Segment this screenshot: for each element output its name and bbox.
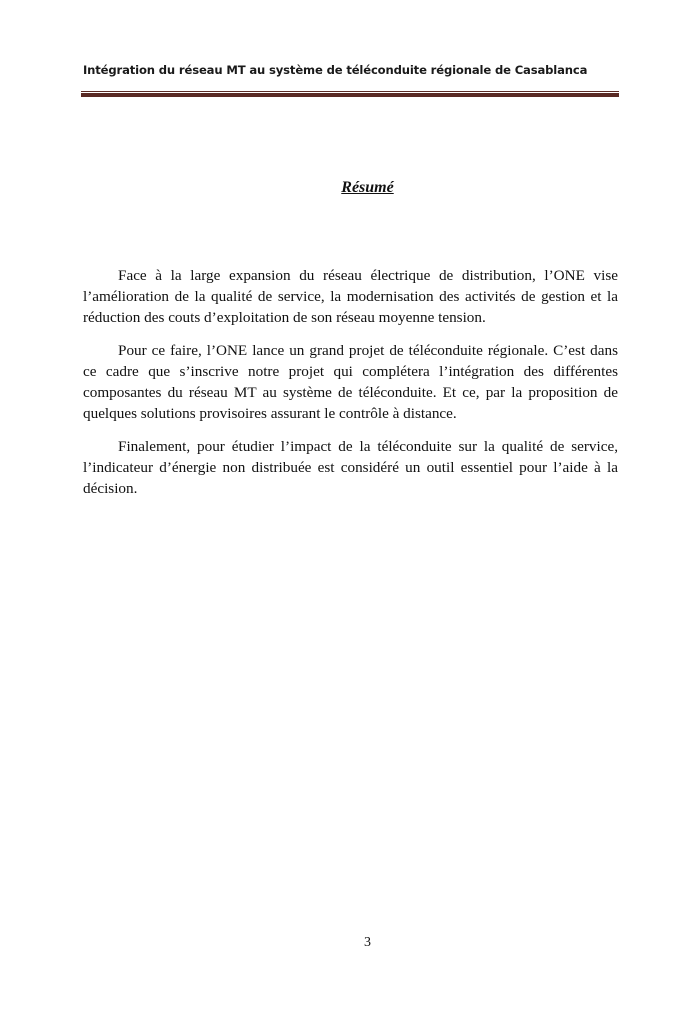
abstract-body (83, 265, 618, 511)
section-title: Résumé (341, 179, 394, 196)
page-number: 3 (364, 935, 371, 950)
header-rule-thick (81, 93, 619, 97)
header-rule-thin (81, 91, 619, 92)
paragraph-2: Pour ce faire, l’ONE lance un grand projet de téléconduite régionale. C’est dans ce cadre que s’inscrive notre projet qui complétera l’intégration des différentes composantes du réseau MT au système de téléconduite. Et ce, par la proposition de quelques solutions provisoires assurant le contrôle à distance. (83, 342, 618, 422)
paragraph-3: Finalement, pour étudier l’impact de la téléconduite sur la qualité de service, l’indicateur d’énergie non distribuée est considéré un outil essentiel pour l’aide à la décision. (83, 438, 618, 497)
paragraph-1: Face à la large expansion du réseau électrique de distribution, l’ONE vise l’amélioration de la qualité de service, la modernisation des activités de gestion et la réduction des couts d’exploitation de son réseau moyenne tension. (83, 267, 618, 326)
running-header: Intégration du réseau MT au système de téléconduite régionale de Casablanca (83, 63, 588, 77)
